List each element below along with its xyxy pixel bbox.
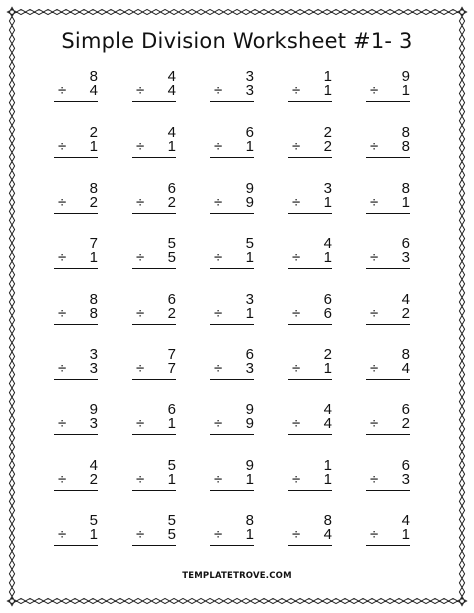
divisor: 1 [323,249,332,266]
divisor: 2 [323,138,332,155]
divisor: 1 [323,194,332,211]
division-problem [364,236,424,272]
dividend: 4 [89,457,98,474]
division-sign: ÷ [58,471,67,488]
answer-line [54,434,98,435]
division-sign: ÷ [292,305,301,322]
answer-line [288,545,332,546]
division-problem [52,458,112,494]
divisor: 1 [167,471,176,488]
division-problem [52,69,112,105]
dividend: 6 [245,124,254,141]
division-problem [286,347,346,383]
divisor: 4 [323,526,332,543]
divisor: 4 [401,360,410,377]
answer-line [366,379,410,380]
dividend: 2 [323,124,332,141]
answer-line [132,157,176,158]
answer-line [132,490,176,491]
answer-line [288,157,332,158]
division-problem [208,69,268,105]
answer-line [132,324,176,325]
division-sign: ÷ [292,249,301,266]
division-problem [208,513,268,549]
worksheet-title: Simple Division Worksheet #1- 3 [61,29,413,53]
divisor: 1 [401,526,410,543]
division-sign: ÷ [214,138,223,155]
division-problem [364,181,424,217]
answer-line [132,213,176,214]
division-sign: ÷ [136,360,145,377]
dividend: 4 [401,512,410,529]
division-sign: ÷ [370,471,379,488]
divisor: 1 [89,526,98,543]
dividend: 6 [245,346,254,363]
answer-line [54,213,98,214]
division-sign: ÷ [58,526,67,543]
dividend: 6 [167,291,176,308]
answer-line [288,434,332,435]
divisor: 2 [401,415,410,432]
answer-line [366,434,410,435]
answer-line [210,434,254,435]
division-sign: ÷ [292,526,301,543]
answer-line [366,101,410,102]
answer-line [366,324,410,325]
division-problem [52,181,112,217]
divisor: 4 [89,82,98,99]
divisor: 1 [401,194,410,211]
division-problem [52,347,112,383]
division-sign: ÷ [58,82,67,99]
divisor: 2 [167,305,176,322]
dividend: 8 [323,512,332,529]
divisor: 3 [401,249,410,266]
division-problem [286,69,346,105]
answer-line [210,268,254,269]
answer-line [366,490,410,491]
division-problem [364,125,424,161]
dividend: 9 [245,180,254,197]
dividend: 8 [89,291,98,308]
division-problem [208,236,268,272]
answer-line [288,324,332,325]
divisor: 1 [89,249,98,266]
division-sign: ÷ [292,360,301,377]
division-sign: ÷ [214,249,223,266]
division-sign: ÷ [370,305,379,322]
answer-line [366,545,410,546]
answer-line [54,379,98,380]
divisor: 8 [401,138,410,155]
answer-line [132,379,176,380]
dividend: 6 [167,180,176,197]
answer-line [288,101,332,102]
divisor: 3 [89,360,98,377]
dividend: 1 [323,68,332,85]
division-sign: ÷ [58,415,67,432]
divisor: 2 [89,471,98,488]
divisor: 1 [245,305,254,322]
division-sign: ÷ [214,305,223,322]
divisor: 1 [245,471,254,488]
division-problem [286,236,346,272]
divisor: 4 [323,415,332,432]
division-sign: ÷ [58,194,67,211]
divisor: 2 [89,194,98,211]
dividend: 8 [401,124,410,141]
dividend: 5 [89,512,98,529]
division-problem [286,292,346,328]
answer-line [288,379,332,380]
dividend: 5 [167,457,176,474]
division-sign: ÷ [214,82,223,99]
division-problem [364,69,424,105]
answer-line [54,268,98,269]
division-sign: ÷ [136,305,145,322]
divisor: 2 [401,305,410,322]
answer-line [210,490,254,491]
division-problem [130,292,190,328]
division-problem [208,347,268,383]
divisor: 3 [401,471,410,488]
division-sign: ÷ [370,249,379,266]
answer-line [54,545,98,546]
division-sign: ÷ [136,471,145,488]
division-sign: ÷ [58,138,67,155]
dividend: 6 [167,401,176,418]
division-sign: ÷ [136,415,145,432]
dividend: 3 [89,346,98,363]
answer-line [210,545,254,546]
division-problem [208,402,268,438]
answer-line [288,268,332,269]
divisor: 3 [245,82,254,99]
dividend: 8 [245,512,254,529]
division-sign: ÷ [292,415,301,432]
dividend: 4 [401,291,410,308]
division-problem [208,458,268,494]
division-problem [286,458,346,494]
division-sign: ÷ [370,415,379,432]
division-problem [286,402,346,438]
divisor: 3 [245,360,254,377]
divisor: 1 [245,138,254,155]
divisor: 1 [323,82,332,99]
division-sign: ÷ [136,249,145,266]
division-sign: ÷ [370,194,379,211]
dividend: 3 [323,180,332,197]
divisor: 9 [245,415,254,432]
dividend: 5 [167,512,176,529]
divisor: 3 [89,415,98,432]
division-problem [208,125,268,161]
division-problem [130,181,190,217]
division-sign: ÷ [214,526,223,543]
division-sign: ÷ [136,526,145,543]
dividend: 7 [167,346,176,363]
divisor: 1 [401,82,410,99]
division-problem [286,181,346,217]
dividend: 4 [167,124,176,141]
division-sign: ÷ [292,138,301,155]
dividend: 8 [401,180,410,197]
answer-line [366,268,410,269]
division-sign: ÷ [136,194,145,211]
answer-line [288,490,332,491]
answer-line [54,157,98,158]
division-problem [364,402,424,438]
dividend: 6 [401,401,410,418]
divisor: 9 [245,194,254,211]
dividend: 9 [245,401,254,418]
answer-line [210,324,254,325]
dividend: 9 [401,68,410,85]
dividend: 6 [401,235,410,252]
divisor: 2 [167,194,176,211]
division-problem [286,125,346,161]
division-problem [208,181,268,217]
dividend: 4 [323,401,332,418]
answer-line [54,101,98,102]
division-sign: ÷ [292,194,301,211]
divisor: 1 [323,360,332,377]
dividend: 5 [245,235,254,252]
footer-logo-text: TEMPLATETROVE.COM [182,571,292,581]
divisor: 4 [167,82,176,99]
divisor: 5 [167,249,176,266]
divisor: 1 [167,415,176,432]
divisor: 1 [245,249,254,266]
answer-line [132,268,176,269]
division-problem [130,513,190,549]
divisor: 6 [323,305,332,322]
dividend: 9 [89,401,98,418]
divisor: 1 [167,138,176,155]
division-problem [52,402,112,438]
division-problem [52,236,112,272]
divisor: 7 [167,360,176,377]
answer-line [288,213,332,214]
dividend: 6 [401,457,410,474]
answer-line [366,157,410,158]
division-sign: ÷ [292,471,301,488]
dividend: 8 [89,68,98,85]
division-problem [286,513,346,549]
division-sign: ÷ [214,194,223,211]
dividend: 8 [89,180,98,197]
dividend: 9 [245,457,254,474]
division-sign: ÷ [370,82,379,99]
division-sign: ÷ [214,415,223,432]
division-problem [130,69,190,105]
dividend: 4 [323,235,332,252]
answer-line [366,213,410,214]
division-problem [130,458,190,494]
division-problem [130,125,190,161]
division-problem [364,347,424,383]
division-problem [52,513,112,549]
answer-line [132,545,176,546]
dividend: 4 [167,68,176,85]
dividend: 3 [245,291,254,308]
division-sign: ÷ [136,138,145,155]
dividend: 3 [245,68,254,85]
division-sign: ÷ [214,471,223,488]
answer-line [132,101,176,102]
division-problem [208,292,268,328]
division-sign: ÷ [58,305,67,322]
dividend: 6 [323,291,332,308]
divisor: 5 [167,526,176,543]
division-problem [52,125,112,161]
division-problem [52,292,112,328]
division-problem [364,513,424,549]
division-problem [364,458,424,494]
dividend: 2 [323,346,332,363]
answer-line [210,379,254,380]
answer-line [54,324,98,325]
answer-line [210,101,254,102]
division-problem [130,236,190,272]
dividend: 1 [323,457,332,474]
dividend: 7 [89,235,98,252]
division-sign: ÷ [292,82,301,99]
division-sign: ÷ [58,360,67,377]
answer-line [54,490,98,491]
division-problem [130,347,190,383]
division-sign: ÷ [58,249,67,266]
answer-line [210,213,254,214]
division-sign: ÷ [370,360,379,377]
dividend: 2 [89,124,98,141]
division-sign: ÷ [136,82,145,99]
division-sign: ÷ [370,526,379,543]
dividend: 5 [167,235,176,252]
dividend: 8 [401,346,410,363]
answer-line [210,157,254,158]
divisor: 1 [89,138,98,155]
divisor: 1 [323,471,332,488]
division-problem [130,402,190,438]
divisor: 8 [89,305,98,322]
division-problem [364,292,424,328]
division-sign: ÷ [214,360,223,377]
divisor: 1 [245,526,254,543]
answer-line [132,434,176,435]
division-sign: ÷ [370,138,379,155]
